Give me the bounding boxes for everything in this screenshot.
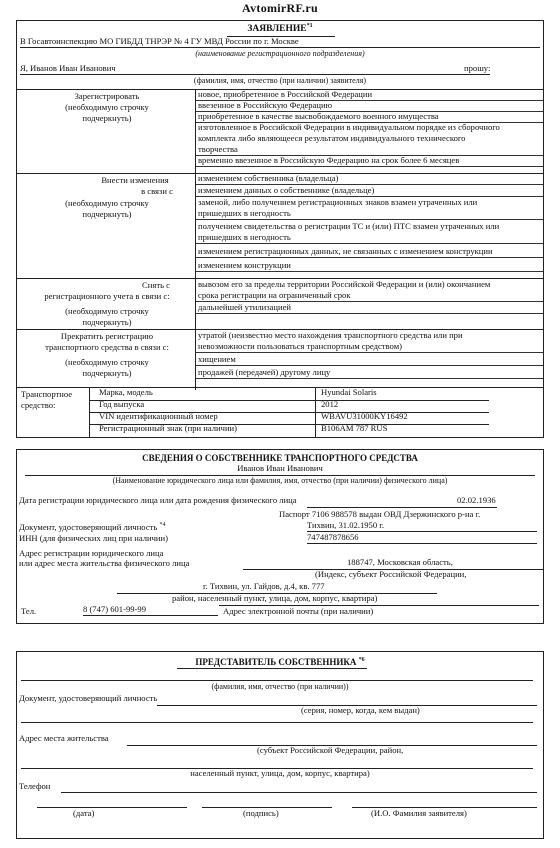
rep-phone-label: Телефон <box>19 781 51 791</box>
changes-hint2: подчеркнуть) <box>82 209 132 219</box>
owner-inn-value[interactable]: 747487878656 <box>307 533 537 544</box>
rep-doc-caption: (серия, номер, когда, кем выдан) <box>301 705 420 715</box>
owner-addr-value2[interactable]: г. Тихвин, ул. Гайдов, д.4, кв. 777 <box>203 581 325 591</box>
owner-addr-label1: Адрес регистрации юридического лица <box>19 548 164 558</box>
section-terminate <box>17 329 543 390</box>
changes-option[interactable]: пришедших в негодность <box>196 209 543 220</box>
rep-addr-label: Адрес места жительства <box>19 733 109 743</box>
register-label: Зарегистрировать <box>74 91 140 101</box>
register-hint1: (необходимую строчку <box>65 102 149 112</box>
form-title: ЗАЯВЛЕНИЕ$^{*1}$ <box>247 23 313 35</box>
changes-label2: в связи с <box>141 186 173 196</box>
rep-doc-label: Документ, удостоверяющий личность <box>19 693 158 703</box>
register-option[interactable]: приобретенное в качестве высвобождаемого военного имущества <box>196 112 543 123</box>
changes-label1: Внести изменения <box>101 175 169 185</box>
vehicle-value[interactable]: 2012 <box>321 399 339 409</box>
vehicle-value[interactable]: WBAVU31000KY16492 <box>321 411 408 421</box>
vehicle-key: VIN идентификационный номер <box>99 411 218 421</box>
owner-form <box>16 449 544 624</box>
terminate-hint1: (необходимую строчку <box>65 357 149 367</box>
owner-inn-label: ИНН (для физических лиц при наличии) <box>19 533 168 543</box>
changes-option[interactable]: заменой, либо получением регистрационных знаков взамен утраченных или <box>198 197 478 207</box>
rep-phone-field[interactable] <box>61 792 537 793</box>
terminate-hint2: подчеркнуть) <box>82 368 132 378</box>
terminate-option[interactable]: невозможности пользоваться транспортным средством) <box>196 342 543 353</box>
register-option[interactable]: временно ввезенное в Российскую Федерацию на срок более 6 месяцев <box>196 156 543 167</box>
register-option[interactable]: творчества <box>196 145 543 156</box>
vehicle-key: Марка, модель <box>99 387 153 397</box>
applicant-caption: (фамилия, имя, отчество (при наличии) заявителя) <box>193 76 367 85</box>
changes-hint1: (необходимую строчку <box>65 198 149 208</box>
deregister-label2: регистрационного учета в связи с: <box>44 291 170 301</box>
changes-option[interactable]: изменением регистрационных данных, не связанных с изменением конструкции <box>196 247 543 258</box>
register-option[interactable]: комплекта либо являющееся результатом индивидуального технического <box>198 133 466 143</box>
terminate-option[interactable]: утратой (неизвестно место нахождения транспортного средства или при <box>198 330 463 340</box>
addressee[interactable]: В Госавтоинспекцию МО ГИБДД ТНРЭР № 4 ГУ МВД России по г. Москве <box>20 37 540 48</box>
deregister-label1: Снять с <box>142 280 170 290</box>
rep-sign-sig: (подпись) <box>243 808 279 818</box>
addressee-caption: (наименование регистрационного подразделения) <box>195 49 365 58</box>
deregister-hint2: подчеркнуть) <box>82 317 132 327</box>
applicant-name[interactable]: Я, Иванов Иван Иванович <box>20 64 490 75</box>
vehicle-label2: средство: <box>21 400 56 410</box>
vehicle-row <box>89 424 489 436</box>
section-register <box>17 89 543 175</box>
owner-passport[interactable]: Паспорт 7106 988578 выдан ОВД Дзержинского р-на г. <box>279 509 481 519</box>
owner-addr-caption1: (Индекс, субъект Российской Федерации, <box>315 569 467 579</box>
terminate-label1: Прекратить регистрацию <box>60 331 154 341</box>
section-changes <box>17 173 543 293</box>
changes-option[interactable]: пришедших в негодность <box>196 233 543 244</box>
owner-title: СВЕДЕНИЯ О СОБСТВЕННИКЕ ТРАНСПОРТНОГО СРЕДСТВА <box>142 453 418 463</box>
rep-addr-caption2: населенный пункт, улица, дом, корпус, квартира) <box>190 768 370 778</box>
register-hint2: подчеркнуть) <box>82 113 132 123</box>
owner-tel-value[interactable]: 8 (747) 601-99-99 <box>83 605 218 616</box>
rep-sign-name: (И.О. Фамилия заявителя) <box>371 808 467 818</box>
owner-addr-value1[interactable]: 188747, Московская область, <box>347 557 453 567</box>
representative-form <box>16 651 544 839</box>
register-option[interactable]: изготовленное в Российской Федерации в индивидуальном порядке из сборочного <box>198 122 500 132</box>
rep-name-caption: (фамилия, имя, отчество (при наличии)) <box>211 682 349 691</box>
deregister-option[interactable]: вывозом его за пределы территории Российской Федерации и (или) окончанием <box>198 279 491 289</box>
owner-email-label: Адрес электронной почты (при наличии) <box>223 606 374 616</box>
terminate-option[interactable]: продажей (передачей) другому лицу <box>196 368 543 379</box>
rep-addr-caption1: (субъект Российской Федерации, район, <box>257 745 404 755</box>
vehicle-key: Год выпуска <box>99 399 145 409</box>
section-deregister <box>17 278 543 331</box>
owner-addr-label2: или адрес места жительства физического лица <box>19 558 190 568</box>
owner-tel-label: Тел. <box>21 606 37 616</box>
changes-option[interactable]: получением свидетельства о регистрации ТС и (или) ПТС взамен утраченных или <box>198 221 500 231</box>
owner-addr-caption2: район, населенный пункт, улица, дом, корпус, квартира) <box>172 593 378 603</box>
register-option[interactable]: новое, приобретенное в Российской Федерации <box>196 90 543 101</box>
rep-name-field[interactable] <box>21 680 533 681</box>
vehicle-key: Регистрационный знак (при наличии) <box>99 423 237 433</box>
rep-title: ПРЕДСТАВИТЕЛЬ СОБСТВЕННИКА $^{*6}$ <box>195 657 365 667</box>
vehicle-value[interactable]: В106АМ 787 RUS <box>321 423 388 433</box>
deregister-option[interactable]: срока регистрации на ограниченный срок <box>196 291 543 302</box>
vehicle-label1: Транспортное <box>21 389 73 399</box>
owner-date-label: Дата регистрации юридического лица или дата рождения физического лица <box>19 495 297 505</box>
rep-sign-date: (дата) <box>73 808 95 818</box>
deregister-option[interactable]: дальнейшей утилизацией <box>196 303 543 314</box>
changes-option[interactable]: изменением конструкции <box>196 261 543 272</box>
vehicle-value[interactable]: Hyundai Solaris <box>321 387 377 397</box>
changes-option[interactable]: изменением данных о собственнике (владельце) <box>196 186 543 197</box>
owner-date-value[interactable]: 02.02.1936 <box>457 495 496 505</box>
terminate-option[interactable]: хищением <box>196 355 543 366</box>
site-watermark: AvtomirRF.ru <box>242 1 318 15</box>
owner-doc-label: Документ, удостоверяющий личность $^{*4}$ <box>19 521 166 532</box>
application-form <box>16 20 544 438</box>
owner-doc-value[interactable]: Тихвин, 31.02.1950 г. <box>307 521 537 532</box>
applicant-suffix: прошу: <box>464 63 491 73</box>
owner-name[interactable]: Иванов Иван Иванович <box>237 463 323 473</box>
section-vehicle <box>17 387 543 438</box>
register-option[interactable]: ввезенное в Российскую Федерацию <box>196 101 543 112</box>
terminate-label2: транспортного средства в связи с: <box>45 342 169 352</box>
deregister-hint1: (необходимую строчку <box>65 306 149 316</box>
owner-name-caption: (Наименование юридического лица или фамилия, имя, отчество (при наличии) физического лица) <box>112 476 448 485</box>
changes-option[interactable]: изменением собственника (владельца) <box>196 174 543 185</box>
rep-date-field[interactable] <box>37 807 187 808</box>
